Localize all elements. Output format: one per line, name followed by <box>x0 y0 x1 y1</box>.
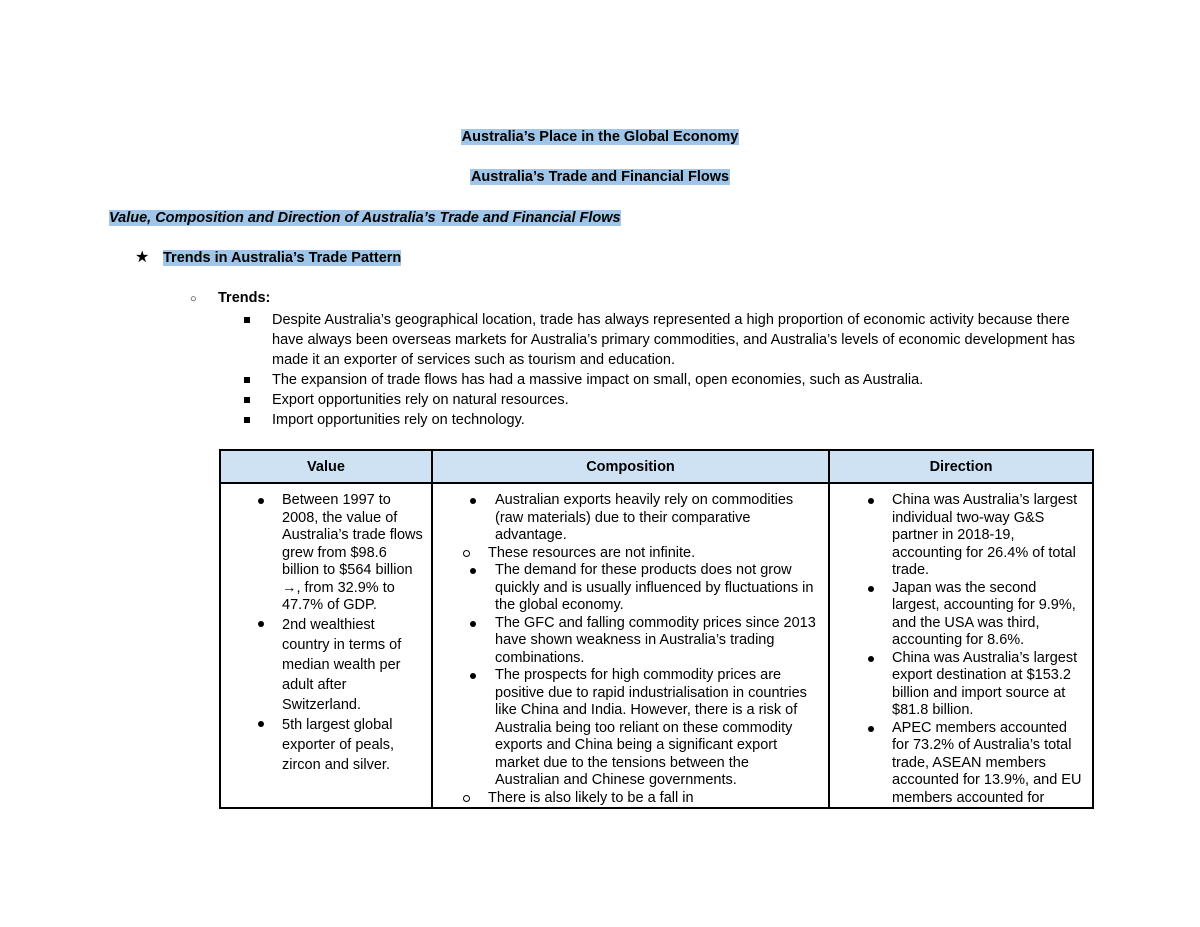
header-direction: Direction <box>829 450 1093 483</box>
bullet-icon <box>868 586 874 592</box>
section-heading-text: Value, Composition and Direction of Australia’s Trade and Financial Flows <box>109 210 621 226</box>
trend-text: Despite Australia’s geographical location, trade has always represented a high proportion of economic activity because there have always been overseas markets for Australia’s primary commodities, and Australia’s levels of economic development has made it an exporter of services such as tourism and education. <box>272 312 1075 368</box>
composition-text: The prospects for high commodity prices are positive due to rapid industrialisation in countries like China and India. However, there is a risk of Australia being too reliant on these commodity exports and China being a significant export market due to the tensions between the Australian and Chinese governments. <box>495 667 807 788</box>
list-item <box>433 790 828 808</box>
value-cell <box>220 483 432 808</box>
bullet-icon <box>470 621 476 627</box>
direction-cell <box>829 483 1093 808</box>
direction-list <box>830 492 1092 807</box>
direction-text: China was Australia’s largest individual two-way G&S partner in 2018-19, accounting for 26.4% of total trade. <box>892 492 1078 578</box>
bullet-icon <box>868 726 874 732</box>
bullet-icon <box>258 721 264 727</box>
section-heading <box>109 209 621 227</box>
value-text: Between 1997 to 2008, the value of Australia’s trade flows grew from $98.6 billion to $564 billion →, from 32.9% to 47.7% of GDP. <box>282 492 423 613</box>
bullet-icon <box>258 498 264 504</box>
bullet-icon <box>470 498 476 504</box>
bullet-icon <box>470 568 476 574</box>
trend-text: Export opportunities rely on natural resources. <box>272 392 569 408</box>
square-bullet-icon <box>244 317 250 323</box>
trend-text: Import opportunities rely on technology. <box>272 412 525 428</box>
list-item <box>221 492 431 615</box>
list-item <box>830 580 1092 650</box>
table-row <box>220 483 1093 808</box>
document-title-text: Australia’s Place in the Global Economy <box>461 129 739 145</box>
square-bullet-icon <box>244 417 250 423</box>
composition-list <box>433 492 828 545</box>
list-item <box>244 390 1084 410</box>
square-bullet-icon <box>244 397 250 403</box>
composition-subtext: There is also likely to be a fall in <box>488 789 694 806</box>
direction-text: China was Australia’s largest export destination at $153.2 billion and import source at $81.8 billion. <box>892 649 1078 718</box>
hollow-bullet-icon <box>463 550 470 557</box>
list-item <box>433 545 828 563</box>
list-item <box>244 370 1084 390</box>
trends-list <box>244 310 1084 430</box>
list-item <box>830 720 1092 808</box>
list-item <box>244 310 1084 370</box>
composition-text: Australian exports heavily rely on commodities (raw materials) due to their comparative advantage. <box>495 492 794 543</box>
list-item <box>830 492 1092 580</box>
square-bullet-icon <box>244 377 250 383</box>
header-composition: Composition <box>432 450 829 483</box>
list-item <box>433 492 828 545</box>
table-header-row <box>220 450 1093 483</box>
list-item <box>433 615 828 668</box>
value-text: 5th largest global exporter of peals, zircon and silver. <box>282 716 395 773</box>
document-subtitle <box>0 168 1200 186</box>
direction-text: Japan was the second largest, accounting for 9.9%, and the USA was third, accounting for 8.6%. <box>892 579 1076 648</box>
composition-sublist <box>433 790 828 808</box>
trade-table <box>219 449 1094 809</box>
composition-subtext: These resources are not infinite. <box>488 544 696 561</box>
topic-heading <box>135 249 401 267</box>
bullet-icon <box>868 656 874 662</box>
list-item <box>433 562 828 615</box>
topic-heading-text: Trends in Australia’s Trade Pattern <box>163 250 402 266</box>
bullet-icon <box>258 621 264 627</box>
trends-label-row <box>190 289 270 308</box>
trend-text: The expansion of trade flows has had a massive impact on small, open economies, such as Australia. <box>272 372 924 388</box>
composition-sublist <box>433 545 828 563</box>
star-bullet-icon: ★ <box>135 249 150 266</box>
bullet-icon <box>470 673 476 679</box>
list-item <box>433 667 828 790</box>
list-item <box>221 615 431 715</box>
composition-cell <box>432 483 829 808</box>
bullet-icon <box>868 498 874 504</box>
list-item <box>221 715 431 775</box>
document-subtitle-text: Australia’s Trade and Financial Flows <box>470 169 730 185</box>
hollow-circle-bullet-icon: ○ <box>190 293 197 305</box>
hollow-bullet-icon <box>463 795 470 802</box>
list-item <box>830 650 1092 720</box>
direction-text: APEC members accounted for 73.2% of Australia’s total trade, ASEAN members accounted for 13.9%, and EU members accounted for <box>892 719 1082 806</box>
composition-text: The demand for these products does not grow quickly and is usually influenced by fluctuations in the global economy. <box>495 562 814 613</box>
list-item <box>244 410 1084 430</box>
composition-list <box>433 562 828 790</box>
trends-label: Trends: <box>218 290 271 306</box>
header-value: Value <box>220 450 432 483</box>
composition-text: The GFC and falling commodity prices since 2013 have shown weakness in Australia’s trading combinations. <box>495 614 816 666</box>
value-text: 2nd wealthiest country in terms of median wealth per adult after Switzerland. <box>282 616 402 713</box>
document-title <box>0 128 1200 146</box>
value-list <box>221 492 431 775</box>
